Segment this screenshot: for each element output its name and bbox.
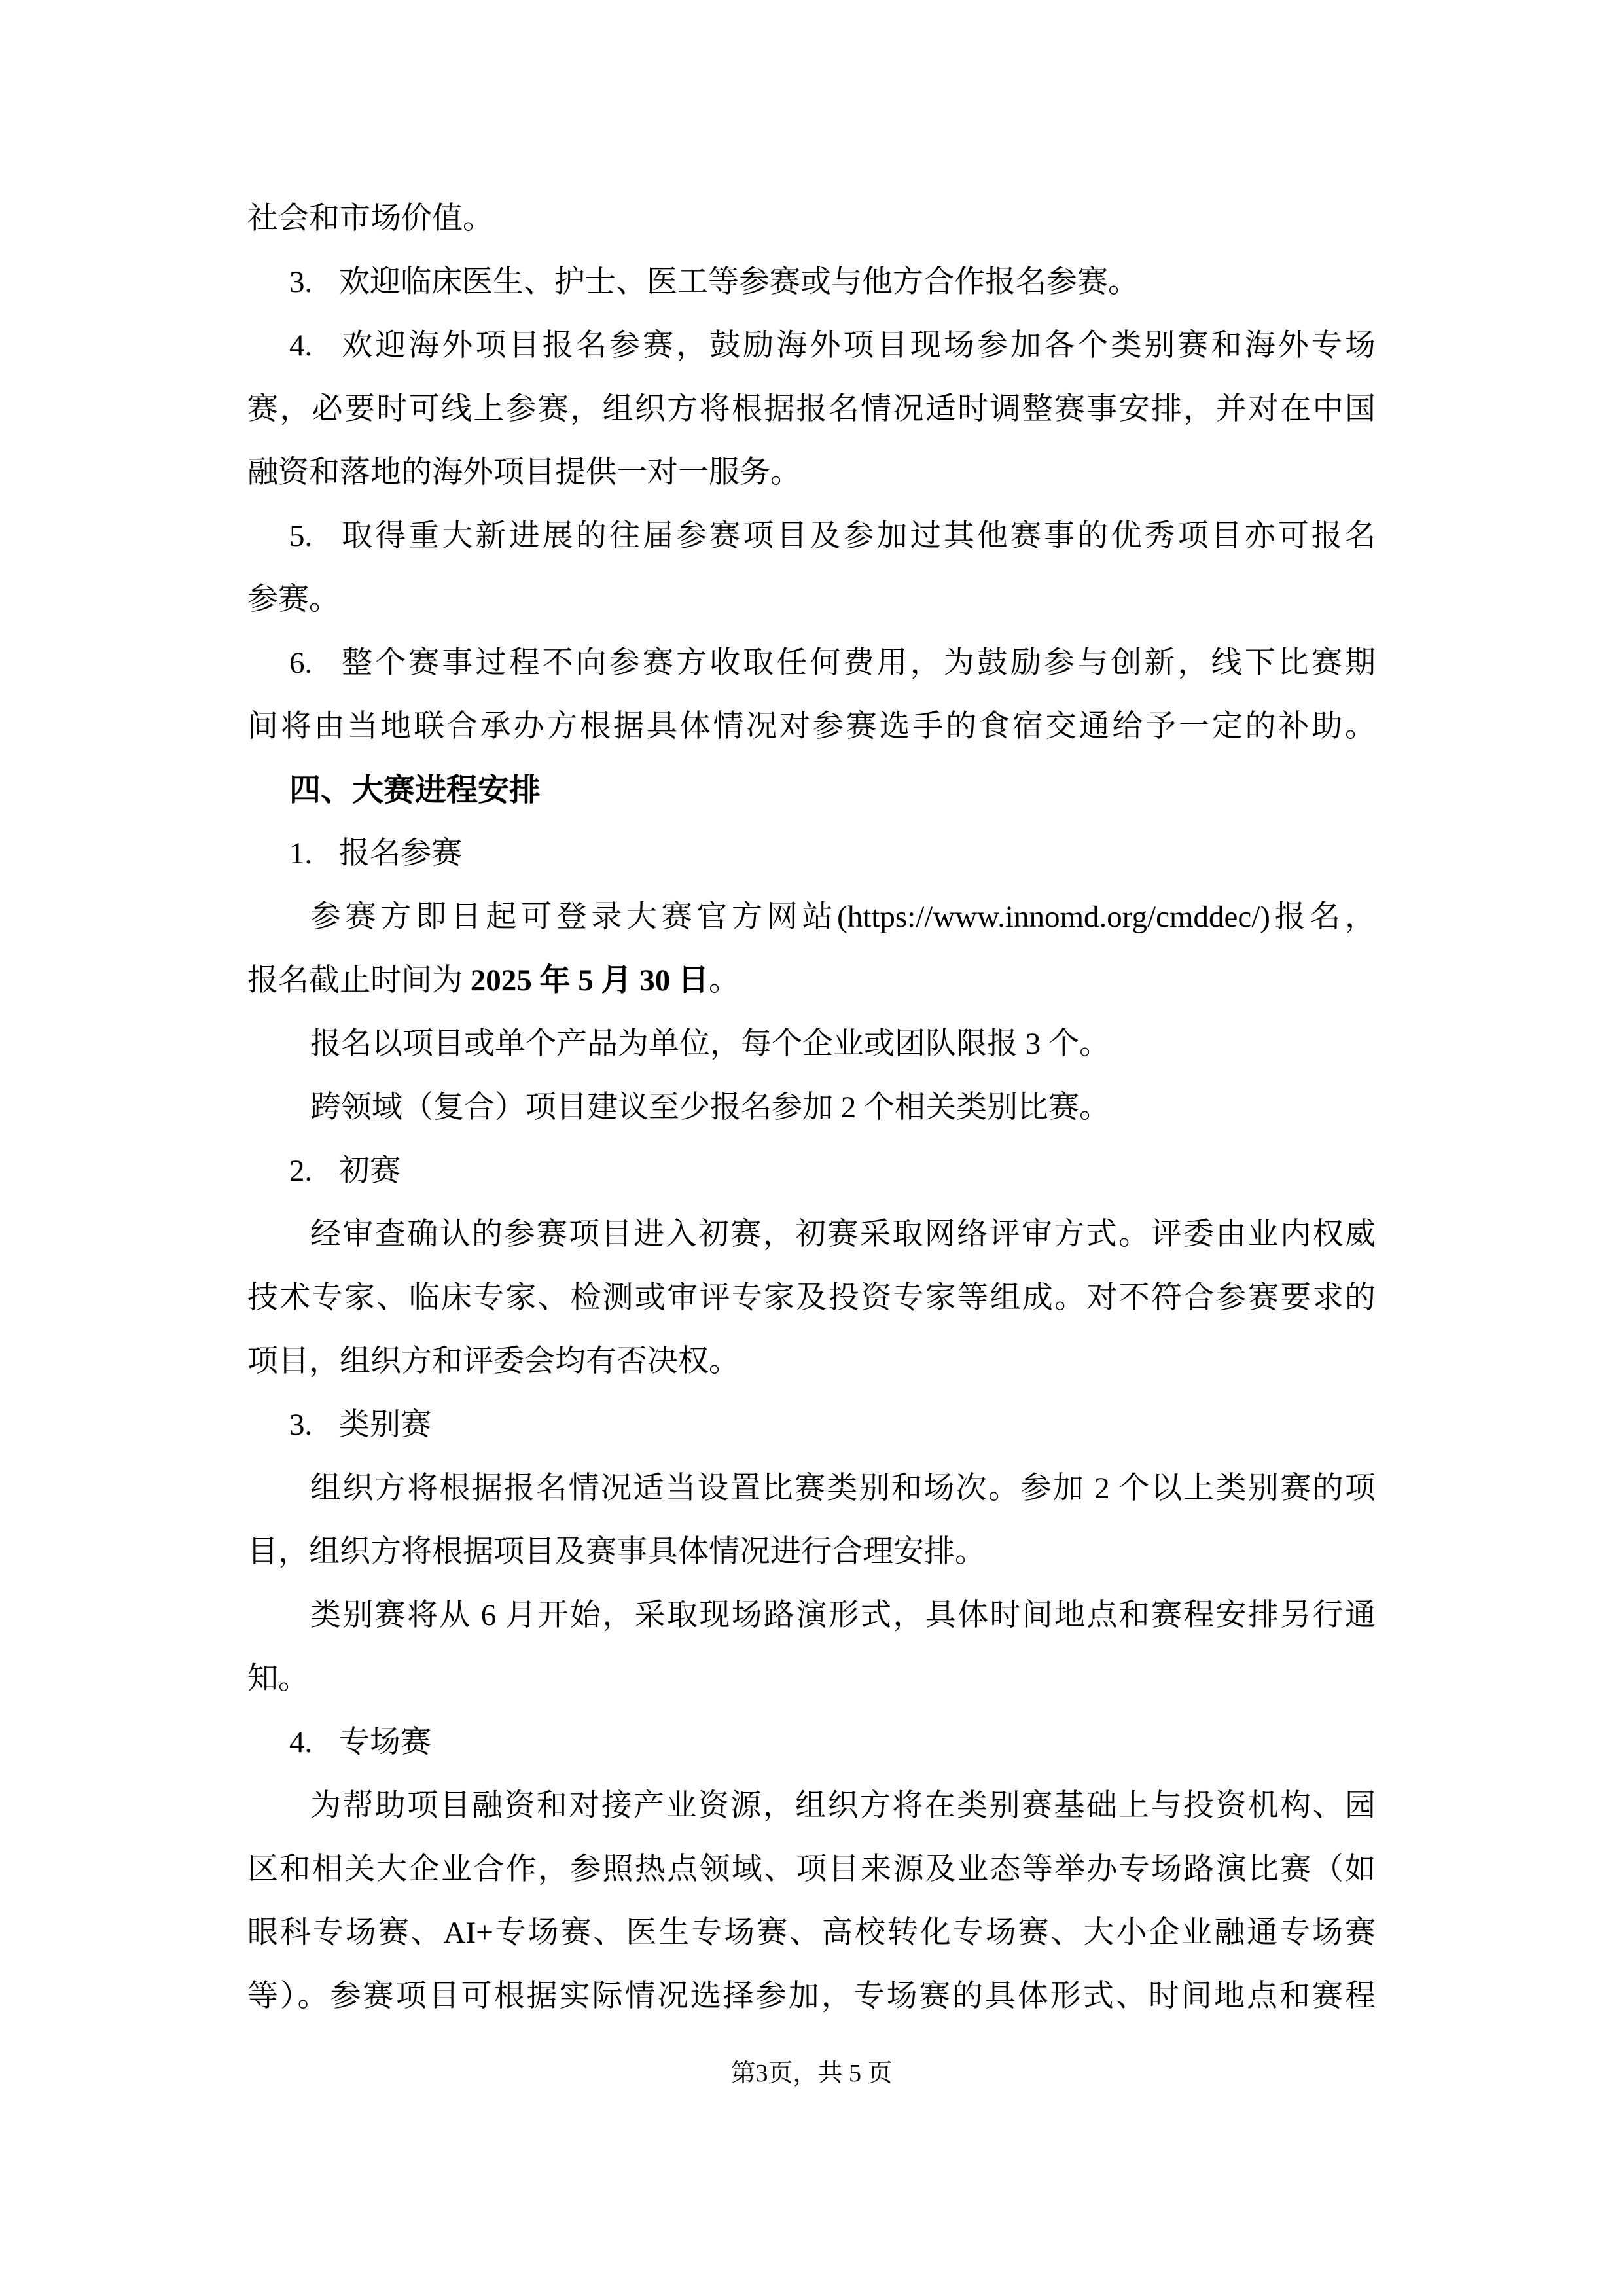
text-run: 知。	[247, 1662, 309, 1696]
text-line	[247, 378, 1376, 441]
text-line	[247, 1838, 1376, 1901]
text-line	[247, 1901, 1376, 1965]
text-line	[247, 1266, 1376, 1330]
text-run: 参赛方即日起可登录大赛官方网站(https://www.innomd.org/cmddec/)报名，	[310, 900, 1376, 934]
text-line	[247, 1203, 1376, 1266]
text-run: 赛，必要时可线上参赛，组织方将根据报名情况适时调整赛事安排，并对在中国	[247, 392, 1376, 426]
text-run: 经审查确认的参赛项目进入初赛，初赛采取网络评审方式。评委由业内权威	[310, 1217, 1376, 1251]
text-run: 2025 年 5 月 30 日	[470, 963, 709, 997]
text-run: 类别赛	[339, 1408, 431, 1442]
text-run: 初赛	[339, 1154, 401, 1188]
list-number: 4.	[289, 1725, 313, 1759]
text-line	[247, 1139, 1376, 1203]
text-line	[247, 632, 1376, 695]
list-number: 2.	[289, 1154, 313, 1188]
text-line	[247, 1076, 1376, 1139]
text-line	[247, 695, 1376, 759]
text-line	[247, 886, 1376, 949]
text-run: 目，组织方将根据项目及赛事具体情况进行合理安排。	[247, 1535, 986, 1569]
text-line	[247, 187, 1376, 251]
list-number: 4.	[289, 329, 313, 363]
text-line	[247, 1457, 1376, 1520]
text-line	[247, 1774, 1376, 1838]
text-run: 报名截止时间为	[247, 963, 471, 997]
text-run: 间将由当地联合承办方根据具体情况对参赛选手的食宿交通给予一定的补助。	[247, 709, 1376, 744]
list-number: 5.	[289, 519, 313, 553]
text-run: 报名以项目或单个产品为单位，每个企业或团队限报 3 个。	[310, 1027, 1110, 1061]
text-run: 欢迎海外项目报名参赛，鼓励海外项目现场参加各个类别赛和海外专场	[339, 329, 1376, 363]
text-run: 眼科专场赛、AI+专场赛、医生专场赛、高校转化专场赛、大小企业融通专场赛	[247, 1916, 1376, 1950]
text-run: 为帮助项目融资和对接产业资源，组织方将在类别赛基础上与投资机构、园	[310, 1789, 1376, 1823]
text-line	[247, 1330, 1376, 1393]
text-line	[247, 251, 1376, 314]
text-line	[247, 1013, 1376, 1076]
text-run: 报名参赛	[339, 836, 462, 870]
text-line	[247, 1647, 1376, 1711]
text-run: 等）。参赛项目可根据实际情况选择参加，专场赛的具体形式、时间地点和赛程	[247, 1979, 1376, 2013]
text-run: 社会和市场价值。	[247, 202, 493, 236]
text-run: 参赛。	[247, 583, 340, 617]
text-line	[247, 949, 1376, 1013]
text-line	[247, 568, 1376, 632]
text-line	[247, 441, 1376, 505]
list-number: 6.	[289, 646, 313, 680]
page-footer: 第3页，共 5 页	[730, 2060, 893, 2087]
text-run: 取得重大新进展的往届参赛项目及参加过其他赛事的优秀项目亦可报名	[339, 519, 1376, 553]
text-line	[247, 314, 1376, 378]
text-run: 类别赛将从 6 月开始，采取现场路演形式，具体时间地点和赛程安排另行通	[310, 1598, 1376, 1632]
text-line	[247, 1711, 1376, 1774]
text-run: 融资和落地的海外项目提供一对一服务。	[247, 456, 801, 490]
text-line	[247, 1584, 1376, 1647]
text-line	[247, 1965, 1376, 2028]
list-number: 1.	[289, 836, 313, 870]
text-run: 专场赛	[339, 1725, 431, 1759]
text-run: 跨领域（复合）项目建议至少报名参加 2 个相关类别比赛。	[310, 1090, 1110, 1124]
section-heading	[247, 759, 1376, 822]
text-run: 技术专家、临床专家、检测或审评专家及投资专家等组成。对不符合参赛要求的	[247, 1281, 1376, 1315]
text-line	[247, 1393, 1376, 1457]
list-number: 3.	[289, 1408, 313, 1442]
list-number: 3.	[289, 265, 313, 299]
text-line	[247, 1520, 1376, 1584]
text-run: 四、大赛进程安排	[289, 773, 541, 808]
text-line	[247, 505, 1376, 568]
document-body	[247, 187, 1376, 2028]
text-run: 组织方将根据报名情况适当设置比赛类别和场次。参加 2 个以上类别赛的项	[310, 1471, 1376, 1505]
text-run: 欢迎临床医生、护士、医工等参赛或与他方合作报名参赛。	[339, 265, 1139, 299]
text-run: 项目，组织方和评委会均有否决权。	[247, 1344, 740, 1378]
text-run: 区和相关大企业合作，参照热点领域、项目来源及业态等举办专场路演比赛（如	[247, 1852, 1376, 1886]
text-line	[247, 822, 1376, 886]
text-run: 。	[709, 963, 740, 997]
text-run: 整个赛事过程不向参赛方收取任何费用，为鼓励参与创新，线下比赛期	[339, 646, 1376, 680]
